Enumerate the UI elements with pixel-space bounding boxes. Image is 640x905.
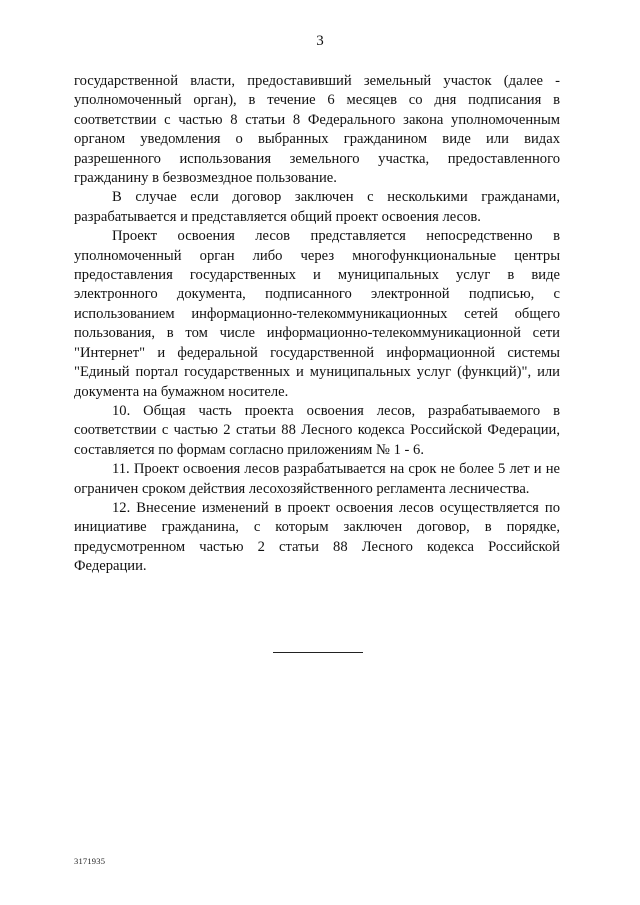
paragraph-joint-project: В случае если договор заключен с несколькими гражданами, разрабатывается и представляется общий проект освоения лесов. (74, 189, 560, 225)
end-divider-line (273, 652, 363, 653)
document-code: 3171935 (74, 856, 106, 866)
paragraph-12: 12. Внесение изменений в проект освоения лесов осуществляется по инициативе гражданина, с которым заключен договор, в порядке, предусмотренном частью 2 статьи 88 Лесного кодекса Российской Федерации. (74, 499, 560, 575)
paragraph-submission: Проект освоения лесов представляется непосредственно в уполномоченный орган либо через многофункциональные центры предоставления государственных и муниципальных услуг в виде электронного документа, подписанного электронной подписью, с использованием информационно-телекоммуникационных сетей общего пользования, в том числе информационно-телекоммуникационной сети "Интернет" и федеральной государственной информационной системы "Единый портал государственных и муниципальных услуг (функций)", или документа на бумажном носителе. (74, 228, 560, 400)
paragraph-11: 11. Проект освоения лесов разрабатывается на срок не более 5 лет и не ограничен сроком действия лесохозяйственного регламента лесничества. (74, 461, 560, 497)
paragraph-continuation: государственной власти, предоставивший земельный участок (далее - уполномоченный орган), в течение 6 месяцев со дня подписания в соответствии с частью 8 статьи 8 Федерального закона уполномоченным органом уведомления о выбранных гражданином виде или видах разрешенного использования земельного участка, предоставленного гражданину в безвозмездное пользование. (74, 73, 560, 187)
page-number: 3 (316, 33, 324, 49)
paragraph-10: 10. Общая часть проекта освоения лесов, разрабатываемого в соответствии с частью 2 статьи 88 Лесного кодекса Российской Федерации, составляется по формам согласно приложениям № 1 - 6. (74, 402, 560, 458)
document-body (74, 72, 560, 577)
